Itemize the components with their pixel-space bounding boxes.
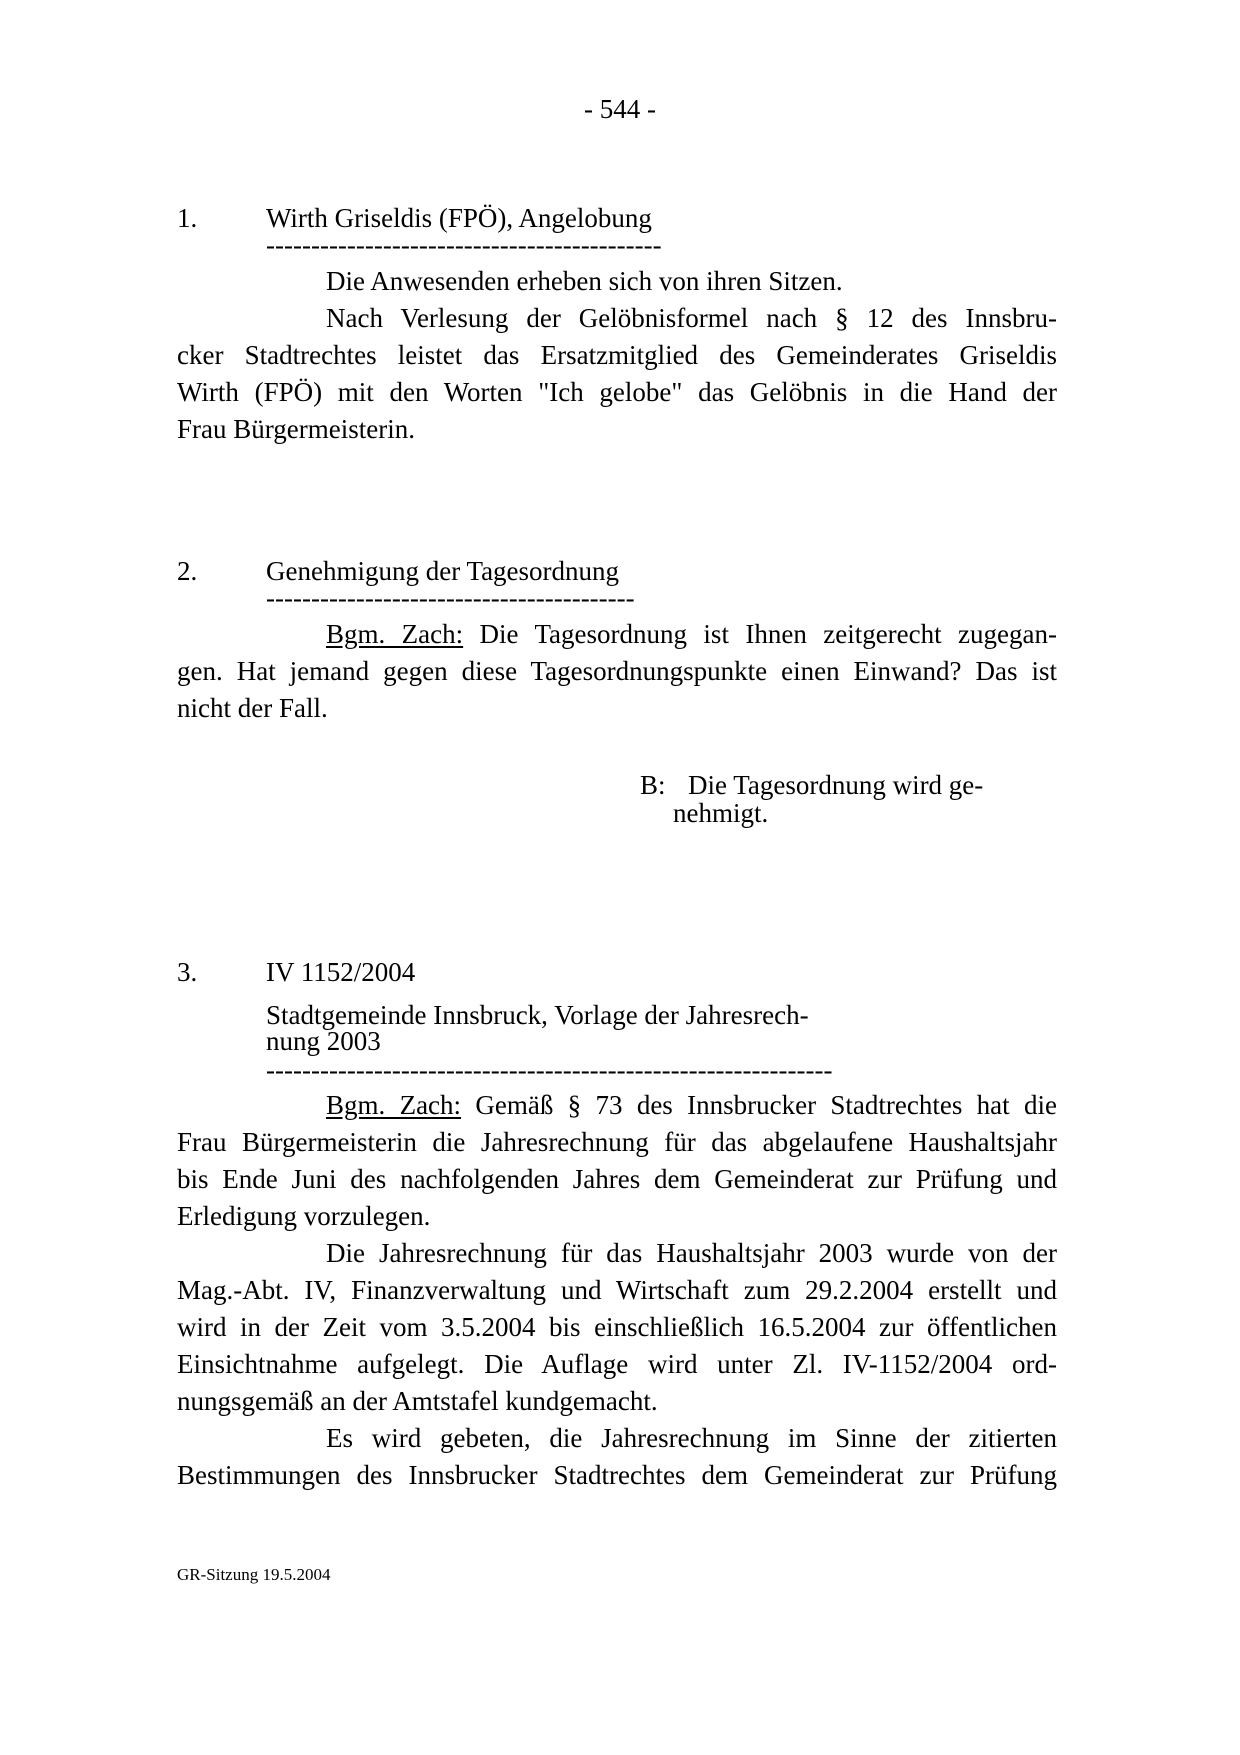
paragraph-line: Es wird gebeten, die Jahresrechnung im Sinne der zitierten	[326, 1423, 1057, 1453]
paragraph-line: nungsgemäß an der Amtstafel kundgemacht.	[177, 1386, 658, 1416]
item-number: 3.	[177, 957, 198, 987]
title-rule: ---------------------------------------------------------------	[266, 1055, 833, 1085]
page-number: - 544 -	[584, 94, 656, 124]
paragraph-line: Frau Bürgermeisterin.	[177, 414, 415, 444]
paragraph-line: Bestimmungen des Innsbrucker Stadtrechtes dem Gemeinderat zur Prüfung	[177, 1460, 1057, 1490]
item-number: 1.	[177, 203, 198, 233]
paragraph-line: gen. Hat jemand gegen diese Tagesordnungspunkte einen Einwand? Das ist	[177, 656, 1057, 686]
paragraph-line: Erledigung vorzulegen.	[177, 1201, 431, 1231]
title-rule: -----------------------------------------	[266, 583, 635, 613]
paragraph-text: Gemäß § 73 des Innsbrucker Stadtrechtes hat die	[461, 1090, 1057, 1120]
item-number: 2.	[177, 556, 198, 586]
paragraph-line: Frau Bürgermeisterin die Jahresrechnung für das abgelaufene Haushaltsjahr	[177, 1127, 1057, 1157]
paragraph-line	[326, 1086, 1057, 1124]
speaker-label: Bgm. Zach:	[326, 1090, 462, 1120]
resolution-text: Die Tagesordnung wird ge-	[688, 770, 984, 800]
paragraph-line: Einsichtnahme aufgelegt. Die Auflage wird unter Zl. IV-1152/2004 ord-	[177, 1349, 1057, 1379]
paragraph-line: Nach Verlesung der Gelöbnisformel nach § 12 des Innsbru-	[326, 303, 1057, 333]
item-title: Stadtgemeinde Innsbruck, Vorlage der Jahresrech-	[266, 1000, 809, 1030]
resolution-label: B:	[640, 770, 666, 800]
title-rule: --------------------------------------------	[266, 230, 662, 260]
paragraph-line: Die Jahresrechnung für das Haushaltsjahr 2003 wurde von der	[326, 1238, 1057, 1268]
speaker-label: Bgm. Zach:	[326, 619, 464, 649]
paragraph-line: nicht der Fall.	[177, 693, 328, 723]
paragraph-line: wird in der Zeit vom 3.5.2004 bis einschließlich 16.5.2004 zur öffentlichen	[177, 1312, 1057, 1342]
paragraph-line: cker Stadtrechtes leistet das Ersatzmitglied des Gemeinderates Griseldis	[177, 340, 1057, 370]
paragraph-line	[326, 615, 1057, 653]
resolution-text: nehmigt.	[673, 798, 769, 828]
paragraph-line: Mag.-Abt. IV, Finanzverwaltung und Wirtschaft zum 29.2.2004 erstellt und	[177, 1275, 1057, 1305]
item-title: Genehmigung der Tagesordnung	[266, 556, 620, 586]
paragraph-line: Die Anwesenden erheben sich von ihren Sitzen.	[326, 266, 843, 296]
item-reference: IV 1152/2004	[266, 957, 416, 987]
paragraph-line: Wirth (FPÖ) mit den Worten "Ich gelobe" das Gelöbnis in die Hand der	[177, 377, 1057, 407]
paragraph-line: bis Ende Juni des nachfolgenden Jahres dem Gemeinderat zur Prüfung und	[177, 1164, 1057, 1194]
paragraph-text: Die Tagesordnung ist Ihnen zeitgerecht zugegan-	[463, 619, 1057, 649]
item-title: nung 2003	[266, 1026, 381, 1056]
item-title: Wirth Griseldis (FPÖ), Angelobung	[266, 203, 652, 233]
footer: GR-Sitzung 19.5.2004	[177, 1565, 331, 1584]
